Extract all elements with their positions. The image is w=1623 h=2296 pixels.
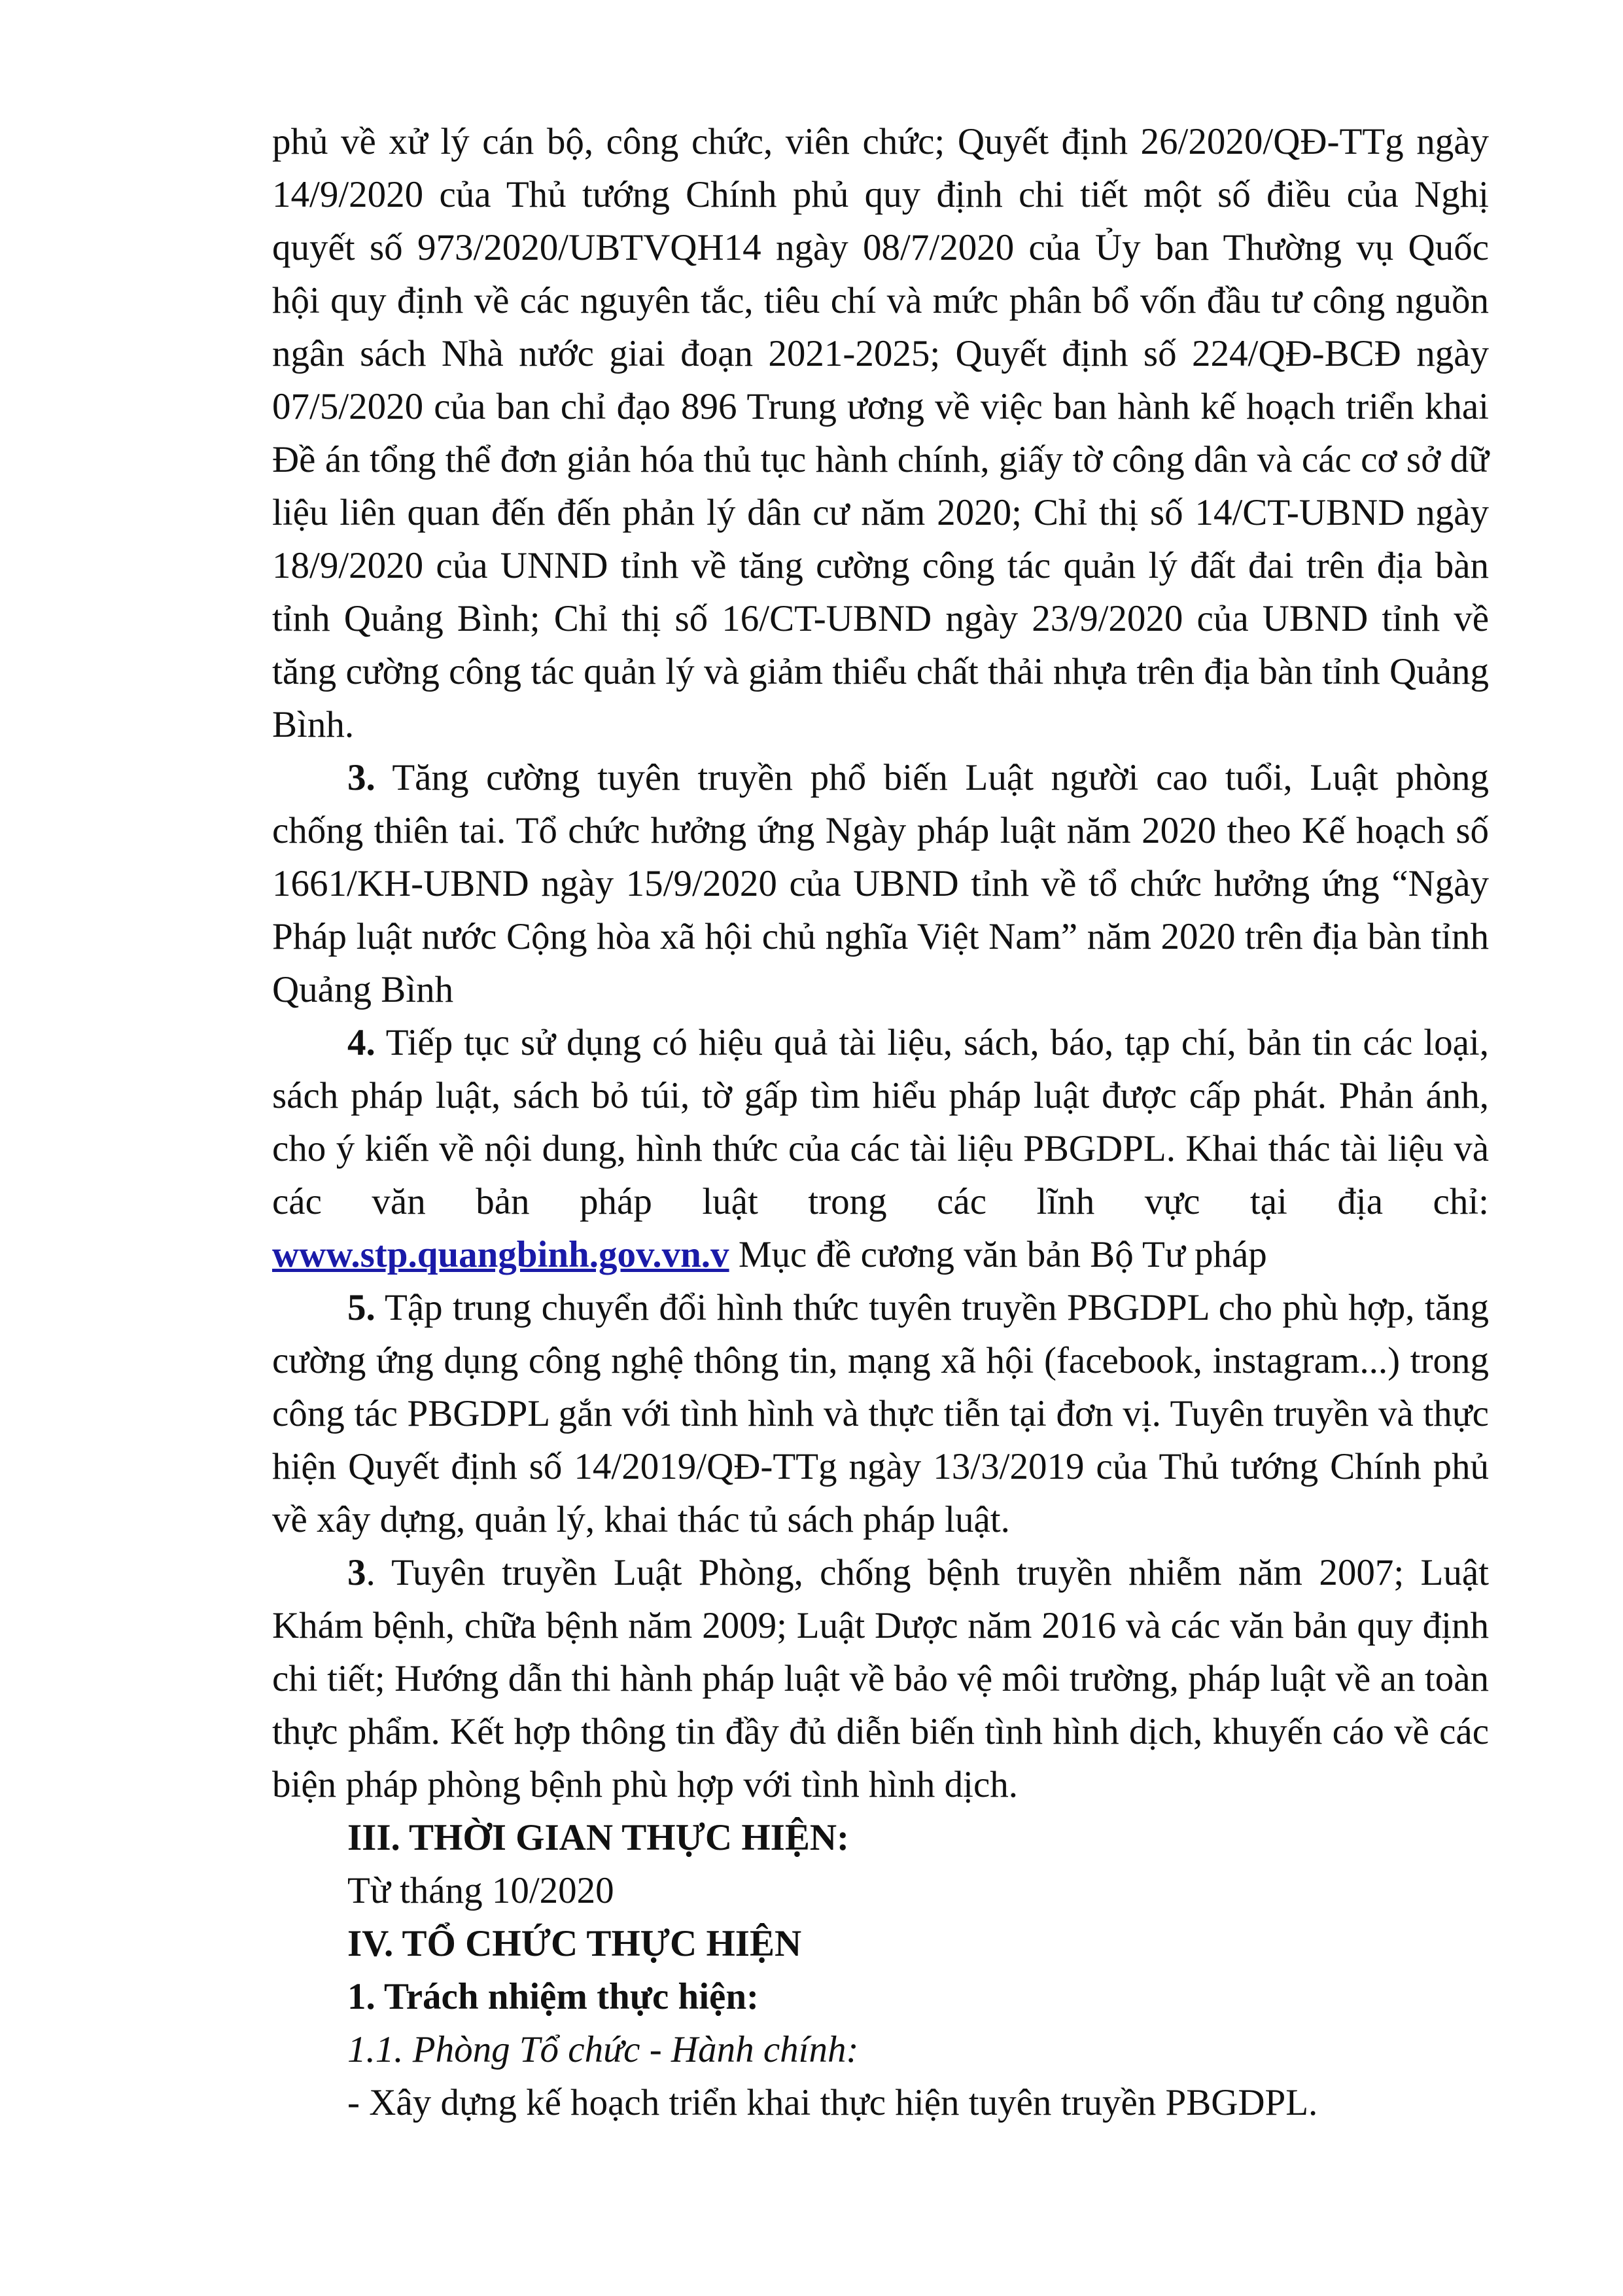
paragraph-item-3-second xyxy=(272,1546,1489,1811)
item-number: 5. xyxy=(347,1287,375,1328)
paragraph-text: Tăng cường tuyên truyền phổ biến Luật người cao tuổi, Luật phòng chống thiên tai. Tổ chức hưởng ứng Ngày pháp luật năm 2020 theo Kế hoạch số 1661/KH-UBND ngày 15/9/2020 của UBND tỉnh về tổ chức hưởng ứng “Ngày Pháp luật nước Cộng hòa xã hội chủ nghĩa Việt Nam” năm 2020 trên địa bàn tỉnh Quảng Bình xyxy=(272,757,1489,1010)
section-heading-iv: IV. TỔ CHỨC THỰC HIỆN xyxy=(347,1923,802,1964)
website-link[interactable]: www.stp.quangbinh.gov.vn.v xyxy=(272,1234,729,1275)
paragraph-item-4 xyxy=(272,1016,1489,1281)
subsection-heading-admin-office: 1.1. Phòng Tổ chức - Hành chính: xyxy=(347,2029,859,2070)
implementation-time: Từ tháng 10/2020 xyxy=(347,1870,614,1911)
paragraph-text: Tập trung chuyển đổi hình thức tuyên truyền PBGDPL cho phù hợp, tăng cường ứng dụng công nghệ thông tin, mạng xã hội (facebook, instagram...) trong công tác PBGDPL gắn với tình hình và thực tiễn tại đơn vị. Tuyên truyền và thực hiện Quyết định số 14/2019/QĐ-TTg ngày 13/3/2019 của Thủ tướng Chính phủ về xây dựng, quản lý, khai thác tủ sách pháp luật. xyxy=(272,1287,1489,1540)
document-body xyxy=(272,115,1489,2129)
bullet-item: - Xây dựng kế hoạch triển khai thực hiện tuyên truyền PBGDPL. xyxy=(347,2082,1318,2123)
item-number: 3 xyxy=(347,1552,366,1593)
section-heading-iii: III. THỜI GIAN THỰC HIỆN: xyxy=(347,1817,850,1858)
item-number: 3. xyxy=(347,757,375,798)
paragraph-legal-references xyxy=(272,115,1489,751)
paragraph-item-3 xyxy=(272,751,1489,1016)
paragraph-item-5 xyxy=(272,1281,1489,1546)
paragraph-text-after-link: Mục đề cương văn bản Bộ Tư pháp xyxy=(729,1234,1267,1275)
paragraph-text: . Tuyên truyền Luật Phòng, chống bệnh truyền nhiễm năm 2007; Luật Khám bệnh, chữa bệnh năm 2009; Luật Dược năm 2016 và các văn bản quy định chi tiết; Hướng dẫn thi hành pháp luật về bảo vệ môi trường, pháp luật về an toàn thực phẩm. Kết hợp thông tin đầy đủ diễn biến tình hình dịch, khuyến cáo về các biện pháp phòng bệnh phù hợp với tình hình dịch. xyxy=(272,1552,1489,1805)
subsection-heading-responsibility: 1. Trách nhiệm thực hiện: xyxy=(347,1976,759,2017)
paragraph-text: phủ về xử lý cán bộ, công chức, viên chức; Quyết định 26/2020/QĐ-TTg ngày 14/9/2020 của Thủ tướng Chính phủ quy định chi tiết một số điều của Nghị quyết số 973/2020/UBTVQH14 ngày 08/7/2020 của Ủy ban Thường vụ Quốc hội quy định về các nguyên tắc, tiêu chí và mức phân bổ vốn đầu tư công nguồn ngân sách Nhà nước giai đoạn 2021-2025; Quyết định số 224/QĐ-BCĐ ngày 07/5/2020 của ban chỉ đạo 896 Trung ương về việc ban hành kế hoạch triển khai Đề án tổng thể đơn giản hóa thủ tục hành chính, giấy tờ công dân và các cơ sở dữ liệu liên quan đến đến phản lý dân cư năm 2020; Chỉ thị số 14/CT-UBND ngày 18/9/2020 của UNND tỉnh về tăng cường công tác quản lý đất đai trên địa bàn tỉnh Quảng Bình; Chỉ thị số 16/CT-UBND ngày 23/9/2020 của UBND tỉnh về tăng cường công tác quản lý và giảm thiểu chất thải nhựa trên địa bàn tỉnh Quảng Bình. xyxy=(272,121,1489,745)
item-number: 4. xyxy=(347,1022,375,1063)
paragraph-text: Tiếp tục sử dụng có hiệu quả tài liệu, sách, báo, tạp chí, bản tin các loại, sách pháp luật, sách bỏ túi, tờ gấp tìm hiểu pháp luật được cấp phát. Phản ánh, cho ý kiến về nội dung, hình thức của các tài liệu PBGDPL. Khai thác tài liệu và các văn bản pháp luật trong các lĩnh vực tại địa chỉ: xyxy=(272,1022,1489,1222)
